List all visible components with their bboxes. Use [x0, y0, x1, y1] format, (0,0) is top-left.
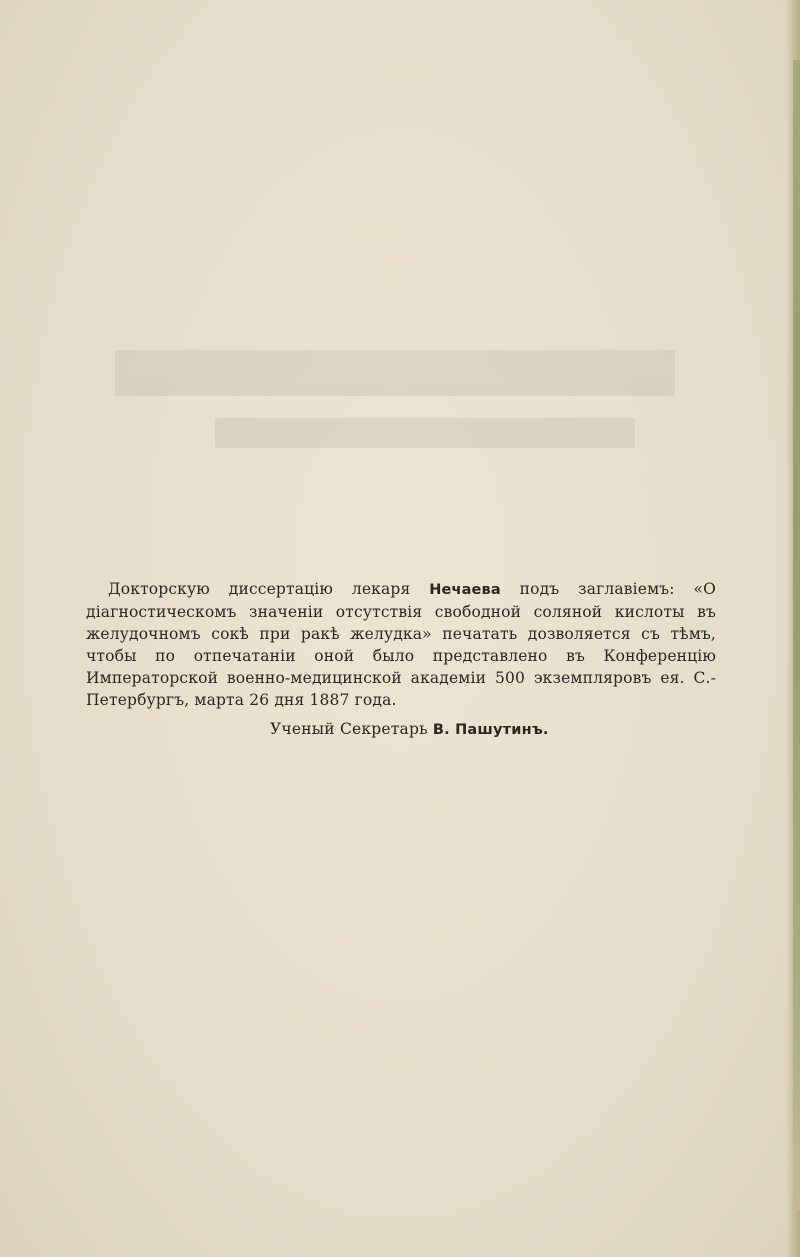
signature-title: Ученый Секретарь [270, 720, 433, 738]
signature-name: В. Пашутинъ. [432, 722, 549, 738]
binding-edge [793, 60, 800, 1210]
signature-line [270, 718, 720, 741]
show-through-text [95, 340, 715, 480]
censorship-permission-text [86, 578, 716, 711]
decree-text-rest: подъ заглавіемъ: «О діагностическомъ значеніи отсутствія свободной соляной кислоты въ желудочномъ сокѣ при ракѣ желудка» печатать дозволяется съ тѣмъ, чтобы по отпечатаніи оной было представлено въ Конференцію Императорской военно-медицинской академіи 500 экземпляровъ ея. С.-Петербургъ, марта 26 дня 1887 года. [86, 580, 716, 709]
decree-text-start: Докторскую диссертацію лекаря [108, 580, 430, 598]
author-name: Нечаева [429, 582, 501, 598]
